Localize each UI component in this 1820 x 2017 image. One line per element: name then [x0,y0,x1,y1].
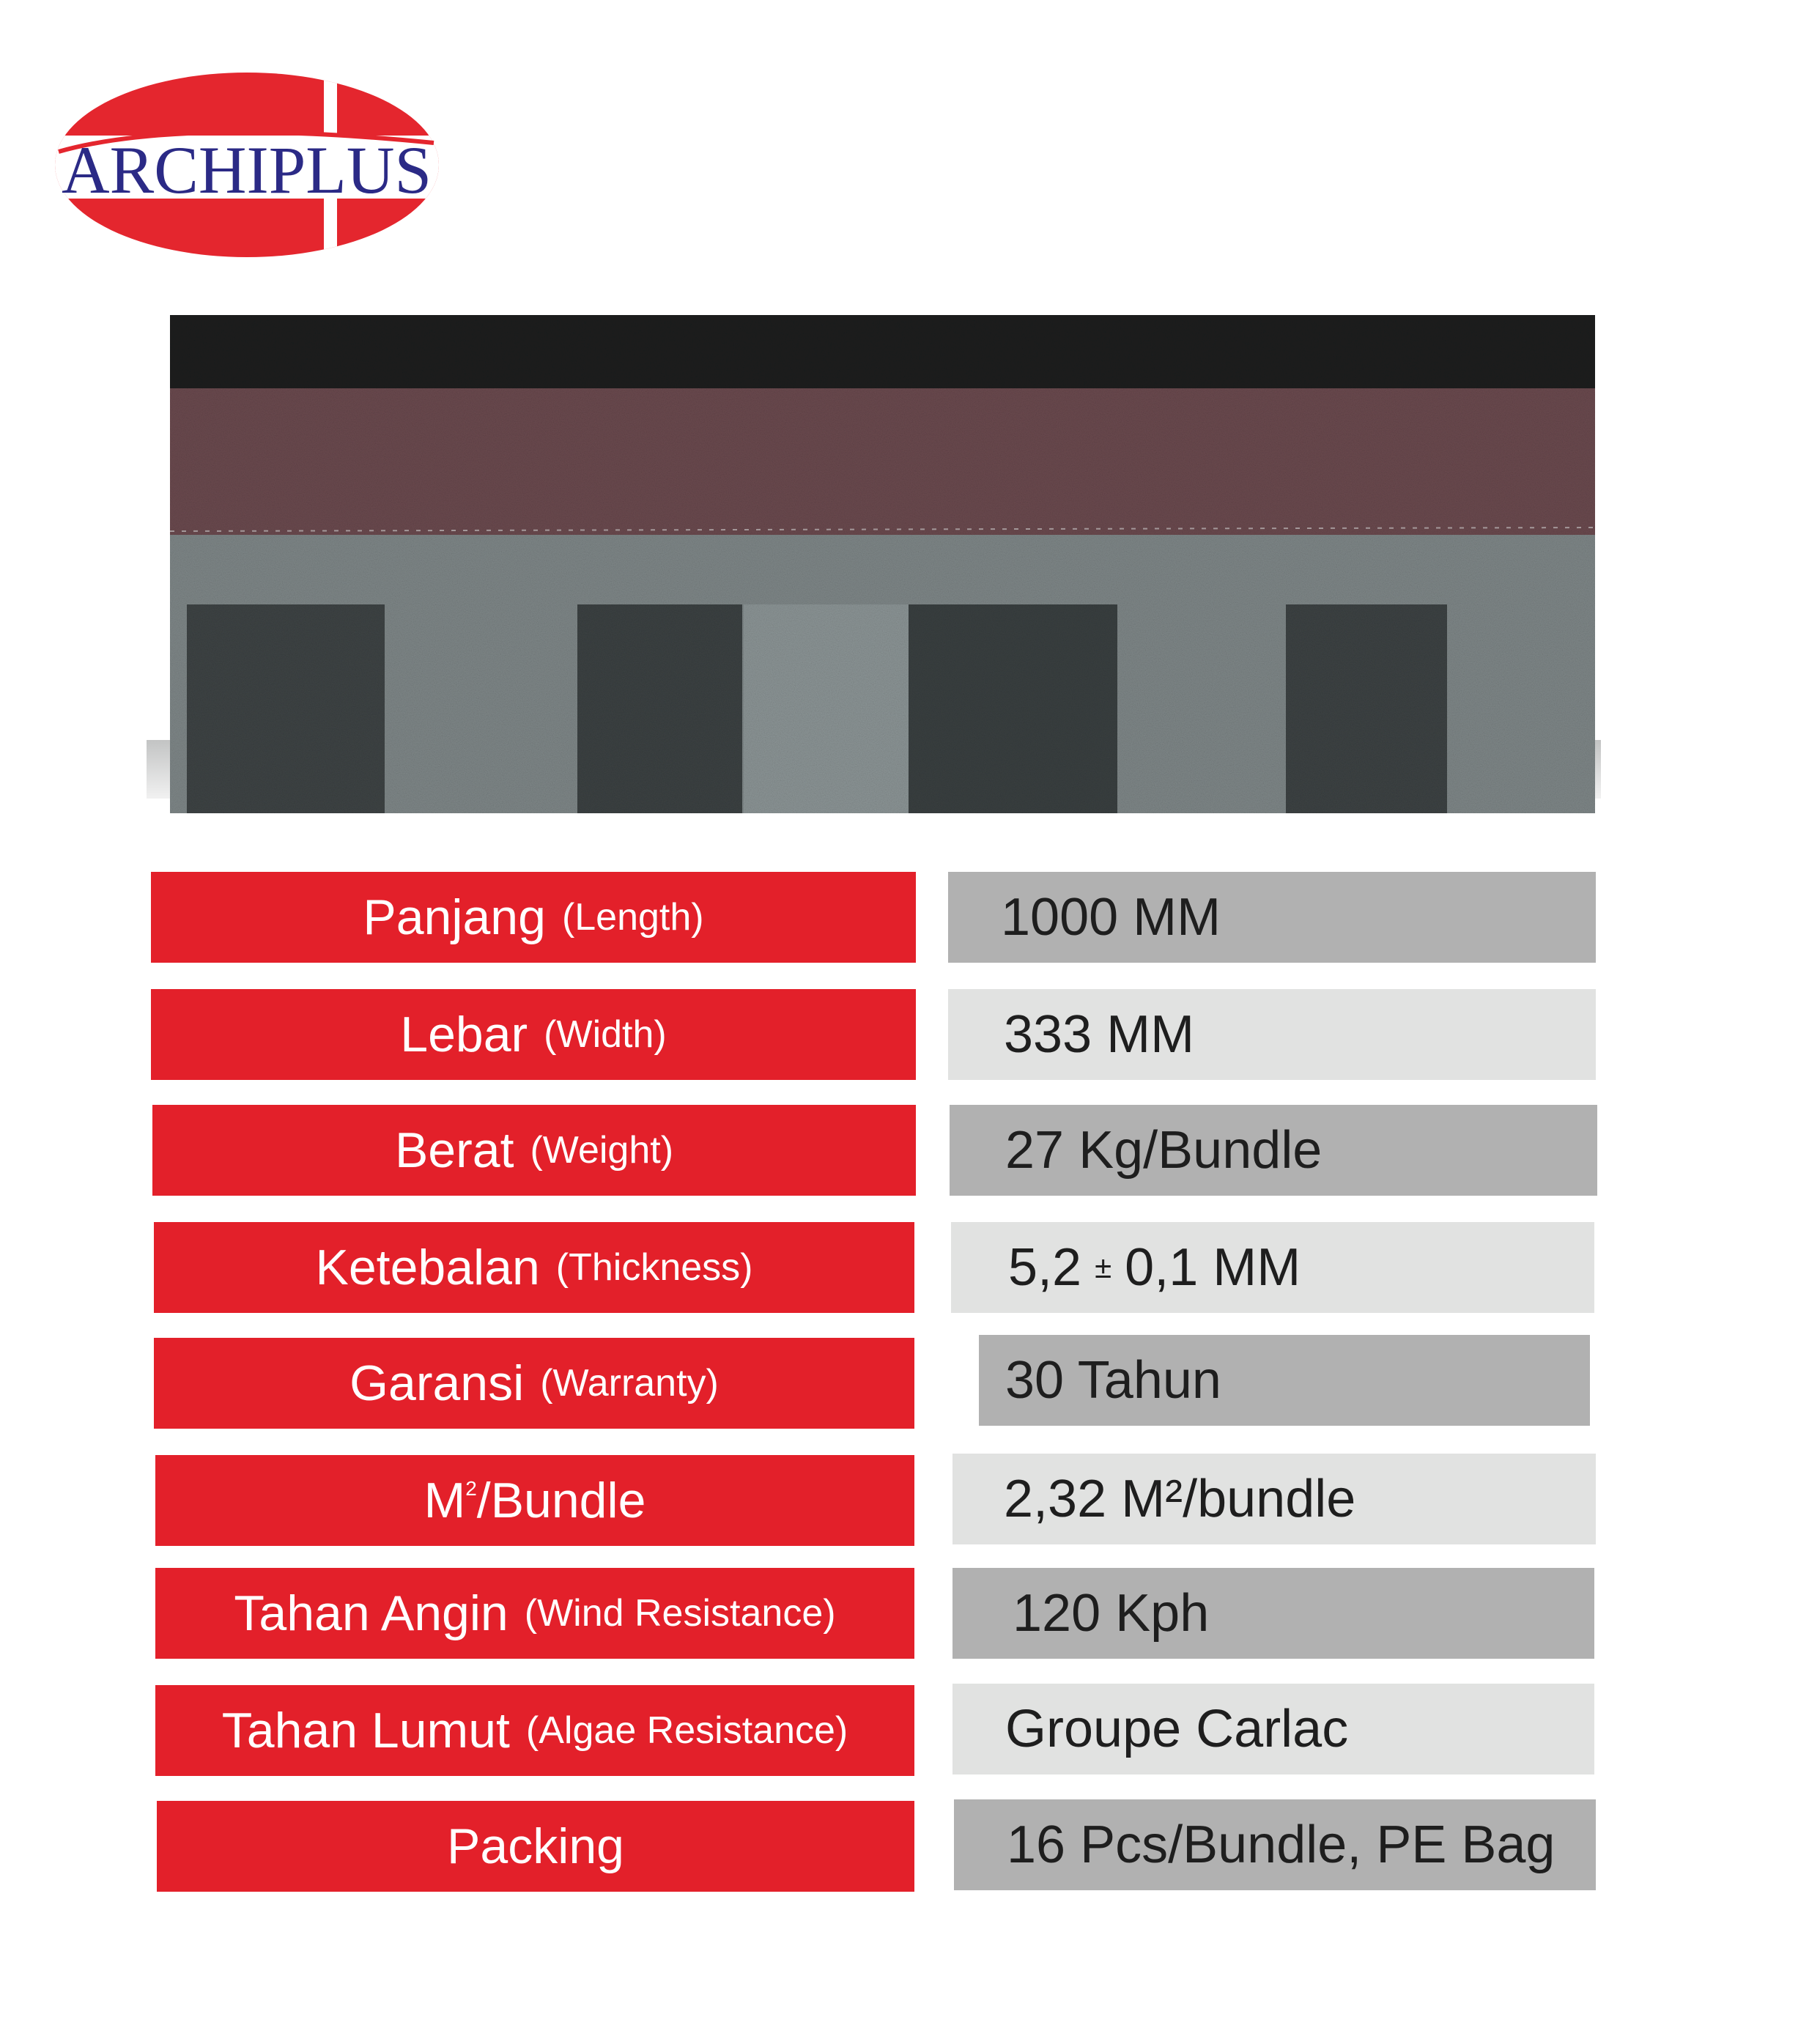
logo-text: ARCHIPLUS [62,133,432,207]
spec-label-sub: (Thickness) [555,1246,753,1289]
spec-label-length [151,872,916,963]
spec-label-sub: (Wind Resistance) [524,1592,836,1635]
spec-label-m: M [423,1473,466,1528]
spec-label-rest: /Bundle [476,1473,646,1528]
spec-label-algae-resistance [155,1685,914,1776]
spec-value-text: Groupe Carlac [1005,1700,1349,1758]
spec-label-main: Garansi [349,1355,525,1411]
spec-value-width [948,989,1596,1080]
spec-value-weight [950,1105,1597,1196]
spec-label-packing [157,1801,914,1892]
spec-value-warranty [979,1335,1590,1426]
spec-label-main: Berat [394,1122,514,1178]
spec-label-main: Packing [447,1818,624,1874]
spec-label-main: Tahan Lumut [221,1703,510,1758]
spec-label-width [151,989,916,1080]
spec-label-main: Lebar [400,1007,528,1062]
spec-value-packing [954,1799,1596,1890]
spec-value-text: 120 Kph [1013,1584,1210,1643]
spec-value-text: 333 MM [1004,1005,1195,1064]
spec-value-algae-resistance [952,1684,1594,1774]
spec-label-sup: 2 [465,1477,477,1500]
spec-value-text: 16 Pcs/Bundle, PE Bag [1007,1816,1555,1874]
spec-label-sub: (Algae Resistance) [525,1709,848,1752]
spec-value-thickness [951,1222,1594,1313]
spec-label-thickness [154,1222,914,1313]
spec-label-m2-bundle [155,1455,914,1546]
spec-value-text: 27 Kg/Bundle [1005,1121,1323,1180]
spec-label-main [424,1472,646,1529]
spec-label-weight [152,1105,916,1196]
spec-value-m2-bundle [952,1454,1596,1544]
spec-label-main: Panjang [363,889,546,945]
spec-value-wind-resistance [952,1568,1594,1659]
spec-label-sub: (Weight) [530,1129,674,1172]
spec-label-wind-resistance [155,1568,914,1659]
spec-value-text: 1000 MM [1001,888,1221,947]
spec-value-text: 2,32 M²/bundle [1004,1470,1356,1528]
spec-label-warranty [154,1338,914,1429]
spec-label-sub: (Length) [561,896,704,939]
spec-label-main: Tahan Angin [234,1585,508,1641]
spec-label-sub: (Warranty) [540,1362,719,1405]
spec-value-main: 5,2 [1008,1238,1082,1297]
plus-minus-symbol: ± [1095,1250,1112,1284]
spec-label-main: Ketebalan [315,1240,540,1295]
spec-value-tolerance: 0,1 MM [1125,1238,1301,1297]
spec-label-sub: (Width) [544,1013,667,1056]
spec-value-text: 30 Tahun [1005,1351,1221,1410]
spec-value-length [948,872,1596,963]
